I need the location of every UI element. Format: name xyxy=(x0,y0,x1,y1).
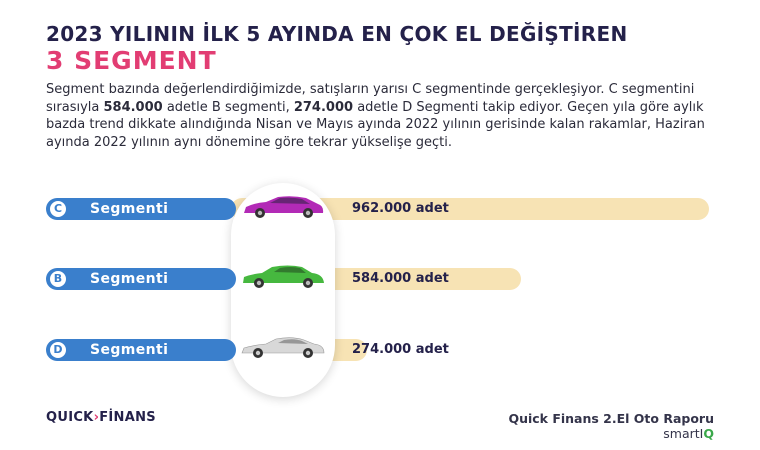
page-subtitle: 3 SEGMENT xyxy=(46,46,217,75)
value-label-d: 274.000 adet xyxy=(352,342,449,357)
segment-label-text-b: Segmenti xyxy=(90,271,169,287)
logo-text-left: QUICK xyxy=(46,410,94,425)
segment-label-text-c: Segmenti xyxy=(90,201,169,217)
intro-bold-2: 274.000 xyxy=(293,99,354,115)
segment-letter-c: C xyxy=(50,201,66,217)
intro-bold-1: 584.000 xyxy=(103,99,163,115)
brand-prefix: smartI xyxy=(663,426,704,441)
car-icon-hatchback xyxy=(238,192,328,222)
smartiq-logo xyxy=(663,426,714,441)
segment-label-text-d: Segmenti xyxy=(90,342,169,358)
quick-finans-logo xyxy=(46,410,156,425)
segment-letter-b: B xyxy=(50,271,66,287)
segment-letter-d: D xyxy=(50,342,66,358)
intro-text-2: adetle B segmenti, xyxy=(162,99,294,115)
segment-label-d xyxy=(46,339,236,361)
logo-arrow-icon: › xyxy=(93,410,100,425)
value-label-b: 584.000 adet xyxy=(352,271,449,286)
segment-label-c xyxy=(46,198,236,220)
intro-paragraph xyxy=(46,81,736,151)
report-title: Quick Finans 2.El Oto Raporu xyxy=(508,411,714,426)
car-icon-sedan xyxy=(238,262,328,292)
intro-text-1: Segment bazında değerlendirdiğimizde, satışların yarısı C segmentinde gerçekleşiyor. C segmentini sırasıyla xyxy=(46,82,695,115)
car-icon-luxury-sedan xyxy=(238,333,328,363)
brand-suffix: Q xyxy=(703,426,714,441)
value-label-c: 962.000 adet xyxy=(352,201,449,216)
intro-text-3: adetle D Segmenti takip ediyor. Geçen yıla göre aylık bazda trend dikkate alındığında Nisan ve Mayıs ayında 2022 yılının gerisinde kalan rakamlar, Haziran ayında 2022 yılının aynı dönemine göre tekrar yükselişe geçti. xyxy=(46,99,705,150)
page-title: 2023 YILININ İLK 5 AYINDA EN ÇOK EL DEĞİŞTİREN xyxy=(46,22,628,46)
segment-label-b xyxy=(46,268,236,290)
logo-text-right: FİNANS xyxy=(99,410,156,425)
